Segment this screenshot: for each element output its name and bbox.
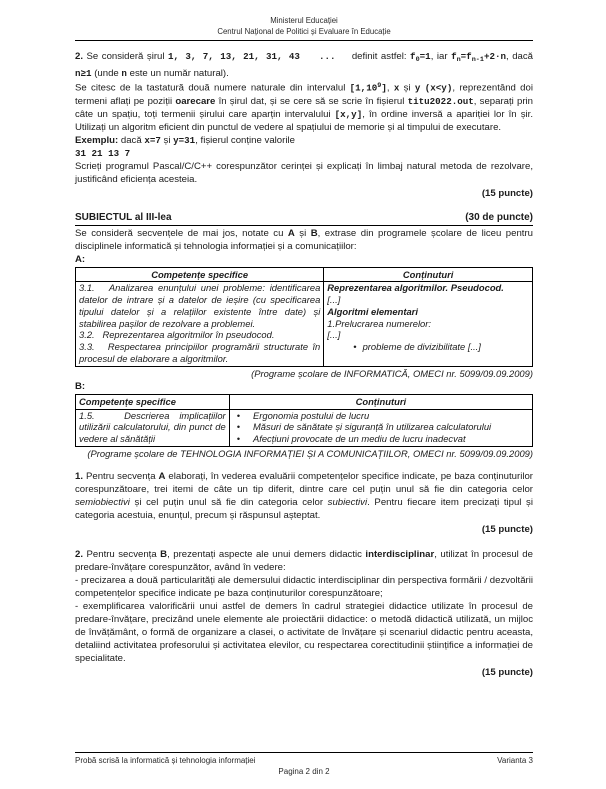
subject3-title: SUBIECTUL al III-lea bbox=[75, 211, 172, 223]
table-b-competente-cell: 1.5. Descrierea implicațiilor utilizării calculatorului, din punct de vedere al sănătății bbox=[76, 409, 230, 446]
table-b-header-continuturi: Conținuturi bbox=[229, 394, 532, 409]
footer-page-number: Pagina 2 din 2 bbox=[278, 767, 330, 776]
problem2-statement: 2. Se consideră șirul 1, 3, 7, 13, 21, 31, 43 ... definit astfel: $f_0=1$, iar $f_n=f_{n-1}+2\cdot n$, dacă n≥1 (unde n este un număr natural). bbox=[75, 51, 534, 79]
table-row bbox=[76, 282, 533, 367]
bullet-marker: • bbox=[353, 341, 357, 353]
problem2-closing: Scrieți programul Pascal/C/C++ corespunzător cerinței și explicați în limbaj natural metoda de rezolvare, justificând eficiența acesteia. bbox=[75, 160, 533, 185]
task2-item2: - exemplificarea valorificării unui astfel de demers în cadrul strategiei didactice utilizate în procesul de predare-învățare, precizând unele elemente ale proiectării didactice: o metodă didactică utilizată, un mijloc de învățământ, o formă de organizare a clasei, o activitate de învățare și scenariul didactic pentru aceasta, detaliind activitatea profesorului și activitatea elevilor, cu respectarea corectitudinii științifice a informației de specialitate. bbox=[75, 601, 533, 665]
source-citation-a: (Programe școlare de INFORMATICĂ, OMECI nr. 5099/09.09.2009) bbox=[251, 367, 533, 379]
bullet-marker: • bbox=[236, 421, 240, 433]
subject3-heading bbox=[75, 211, 533, 226]
table-a-competente-cell: 3.1. Analizarea enunțului unei probleme: identificarea datelor de intrare și a datelor de ieșire (cu specificarea tipului datelor și a relațiilor existente între date) și stabilirea pașilor de rezolvare a problemei. 3.2. Reprezentarea algoritmilor în pseudocod. 3.3. Respectarea principiilor programării structurate în procesul de elaborare a algoritmilor. bbox=[76, 282, 324, 367]
problem2-example-output: 31 21 13 7 bbox=[75, 147, 131, 159]
task1-points: (15 puncte) bbox=[481, 524, 533, 536]
task2-points: (15 puncte) bbox=[481, 667, 533, 679]
source-citation-b: (Programe școlare de TEHNOLOGIA INFORMAȚIEI ȘI A COMUNICAȚIILOR, OMECI nr. 5099/09.09.2009) bbox=[87, 448, 533, 460]
sequence-b-label: B: bbox=[75, 380, 86, 392]
center-name: Centrul Național de Politici și Evaluare în Educație bbox=[217, 26, 391, 36]
table-b-header-competente: Competențe specifice bbox=[76, 394, 230, 409]
table-a-header-competente: Competențe specifice bbox=[76, 267, 324, 282]
problem2-points: (15 puncte) bbox=[481, 187, 533, 199]
table-a-continuturi-cell: Reprezentarea algoritmilor. Pseudocod. [...] Algoritmi elementari 1.Prelucrarea numerelor: [...] • probleme de divizibilitate [...] bbox=[324, 282, 533, 367]
table-row bbox=[76, 409, 533, 446]
bullet-marker: • bbox=[236, 433, 240, 445]
task2-item1: - precizarea a două particularități ale demersului didactic interdisciplinar din perspectiva formării / dezvoltării competențelor specifice indicate pe baza conținuturilor corespunzătoare; bbox=[75, 575, 533, 600]
problem2-example: Exemplu: dacă x=7 și y=31, fișierul conține valorile bbox=[75, 134, 295, 146]
footer-exam-name: Probă scrisă la informatică și tehnologia informației bbox=[75, 756, 256, 765]
ministry-name: Ministerul Educației bbox=[270, 16, 338, 25]
table-b-continuturi-cell: • Ergonomia postului de lucru • Măsuri de sănătate și siguranță în utilizarea calculatorului • Afecțiuni provocate de un mediu de lucru inadecvat bbox=[229, 409, 532, 446]
sequence-a-label: A: bbox=[75, 253, 86, 265]
problem2-requirements: Se citesc de la tastatură două numere naturale din intervalul [1,10$^9$], x și y (x<y), reprezentând doi termeni aflați pe poziții oarecare în șirul dat, și se cere să se scrie în fișierul titu2022.out, separați prin câte un spațiu, toți termenii șirului care aparțin intervalului [x,y], în ordine inversă a apariției lor în șir. Utilizați un algoritm eficient din punctul de vedere al spațiului de memorie și al timpului de executare. bbox=[75, 82, 534, 133]
ministry-header bbox=[75, 16, 533, 37]
footer-variant: Varianta 3 bbox=[497, 756, 533, 765]
header-divider bbox=[75, 40, 533, 41]
page-footer bbox=[75, 752, 533, 777]
task1-statement: 1. Pentru secvența A elaborați, în vederea evaluării competențelor specifice indicate, pe baza conținuturilor corespunzătoare, trei itemi de câte un tip diferit, dintre care cel puțin unul să fie din categoria celor semiobiectivi și cel puțin unul să fie din categoria celor subiectivi. Pentru fiecare item precizați tipul și categoria acestuia, enunțul, precum și răspunsul așteptat. bbox=[75, 471, 534, 522]
table-a bbox=[75, 267, 533, 367]
subject3-points: (30 de puncte) bbox=[465, 211, 533, 223]
task2-statement: 2. Pentru secvența B, prezentați aspecte ale unui demers didactic interdisciplinar, utilizat în procesul de predare-învățare corespunzător, având în vedere: bbox=[75, 549, 533, 574]
subject3-intro: Se consideră secvențele de mai jos, notate cu A și B, extrase din programele școlare de liceu pentru disciplinele informatică și tehnologia informației și a comunicațiilor: bbox=[75, 227, 533, 252]
bullet-marker: • bbox=[236, 409, 240, 421]
table-b bbox=[75, 394, 533, 447]
table-a-header-continuturi: Conținuturi bbox=[324, 267, 533, 282]
